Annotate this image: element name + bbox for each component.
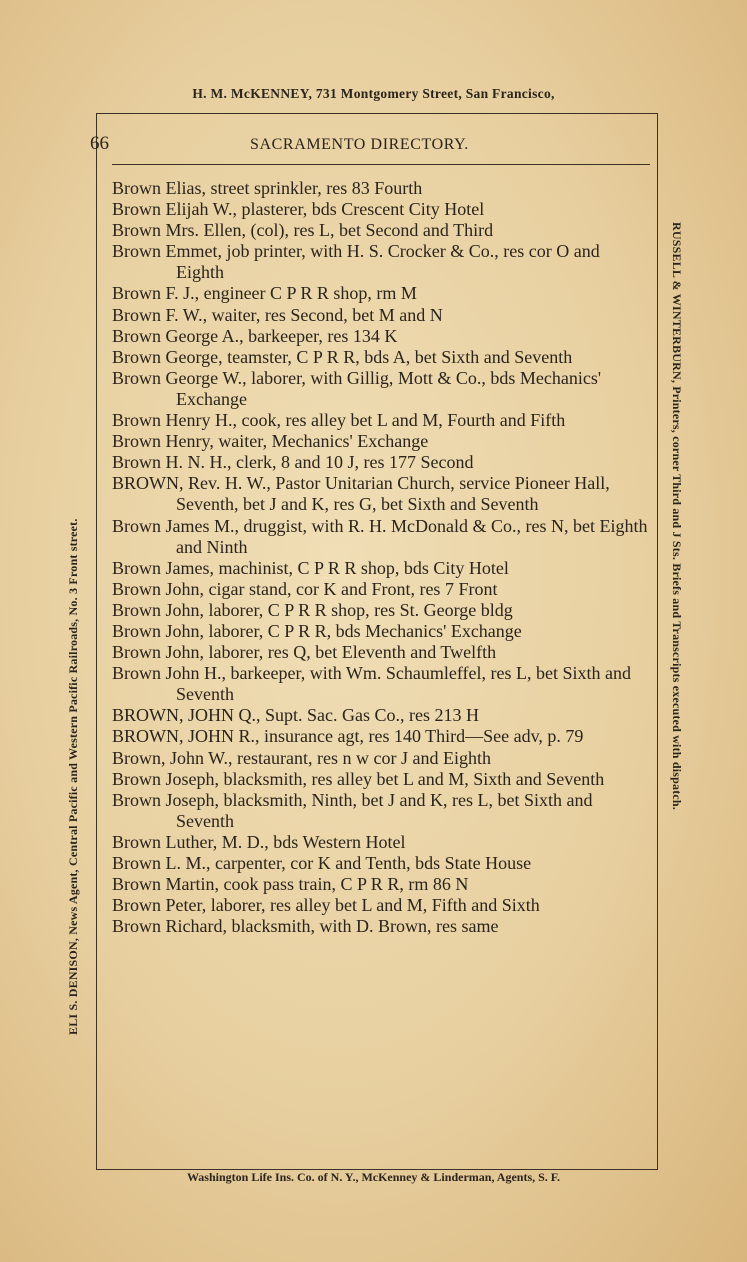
directory-entry: Brown Luther, M. D., bds Western Hotel (112, 831, 406, 852)
directory-entry: BROWN, JOHN R., insurance agt, res 140 Third—See adv, p. 79 (112, 726, 584, 747)
directory-entry: Brown George A., barkeeper, res 134 K (112, 325, 398, 346)
page-header-advert: H. M. McKENNEY, 731 Montgomery Street, San Francisco, (192, 86, 555, 101)
directory-entry: Brown F. J., engineer C P R R shop, rm M (112, 283, 417, 304)
directory-entries (112, 178, 652, 937)
directory-entry: Brown Emmet, job printer, with H. S. Crocker & Co., res cor O and Eighth (112, 241, 600, 283)
directory-entry: Brown John, laborer, res Q, bet Eleventh and Twelfth (112, 642, 497, 663)
directory-entry: Brown George, teamster, C P R R, bds A, bet Sixth and Seventh (112, 346, 573, 367)
directory-entry: Brown, John W., restaurant, res n w cor J and Eighth (112, 747, 491, 768)
directory-entry: Brown James, machinist, C P R R shop, bds City Hotel (112, 557, 509, 578)
directory-entry: Brown James M., druggist, with R. H. McDonald & Co., res N, bet Eighth and Ninth (112, 515, 648, 557)
directory-entry: Brown George W., laborer, with Gillig, Mott & Co., bds Mechanics' Exchange (112, 367, 602, 409)
directory-entry: Brown F. W., waiter, res Second, bet M and N (112, 304, 443, 325)
directory-entry: Brown Martin, cook pass train, C P R R, rm 86 N (112, 874, 469, 895)
directory-entry: Brown Richard, blacksmith, with D. Brown, res same (112, 916, 499, 937)
directory-entry: Brown Joseph, blacksmith, Ninth, bet J and K, res L, bet Sixth and Seventh (112, 789, 593, 831)
left-margin-advert: ELI S. DENISON, News Agent, Central Pacific and Western Pacific Railroads, No. 3 Front street. (66, 518, 80, 1035)
directory-entry: Brown L. M., carpenter, cor K and Tenth, bds State House (112, 853, 532, 873)
directory-entry: BROWN, JOHN Q., Supt. Sac. Gas Co., res 213 H (112, 705, 479, 726)
right-margin-advert: RUSSELL & WINTERBURN, Printers, corner Third and J Sts. Briefs and Transcripts executed with dispatch. (670, 222, 684, 811)
directory-entry: Brown John, cigar stand, cor K and Front, res 7 Front (112, 578, 498, 599)
directory-entry: Brown Elijah W., plasterer, bds Crescent City Hotel (112, 199, 485, 220)
header-rule (112, 164, 650, 165)
page-footer-advert: Washington Life Ins. Co. of N. Y., McKenney & Linderman, Agents, S. F. (186, 1170, 561, 1184)
directory-entry: Brown John, laborer, C P R R, bds Mechanics' Exchange (112, 620, 522, 641)
directory-entry: Brown Peter, laborer, res alley bet L and M, Fifth and Sixth (112, 895, 540, 916)
running-title: SACRAMENTO DIRECTORY. (250, 136, 469, 153)
directory-entry: BROWN, Rev. H. W., Pastor Unitarian Church, service Pioneer Hall, Seventh, bet J and K, res G, bet Sixth and Seventh (112, 473, 610, 515)
directory-entry: Brown John H., barkeeper, with Wm. Schaumleffel, res L, bet Sixth and Seventh (112, 663, 632, 705)
directory-entry: Brown Henry, waiter, Mechanics' Exchange (112, 431, 429, 452)
directory-entry: Brown Henry H., cook, res alley bet L and M, Fourth and Fifth (112, 410, 566, 431)
directory-entry: Brown Elias, street sprinkler, res 83 Fourth (112, 178, 423, 198)
page-number: 66 (90, 133, 109, 154)
directory-entry: Brown Joseph, blacksmith, res alley bet L and M, Sixth and Seventh (112, 768, 605, 789)
directory-entry: Brown John, laborer, C P R R shop, res St. George bldg (112, 599, 513, 620)
directory-entry: Brown Mrs. Ellen, (col), res L, bet Second and Third (112, 220, 494, 241)
directory-entry: Brown H. N. H., clerk, 8 and 10 J, res 177 Second (112, 452, 474, 473)
